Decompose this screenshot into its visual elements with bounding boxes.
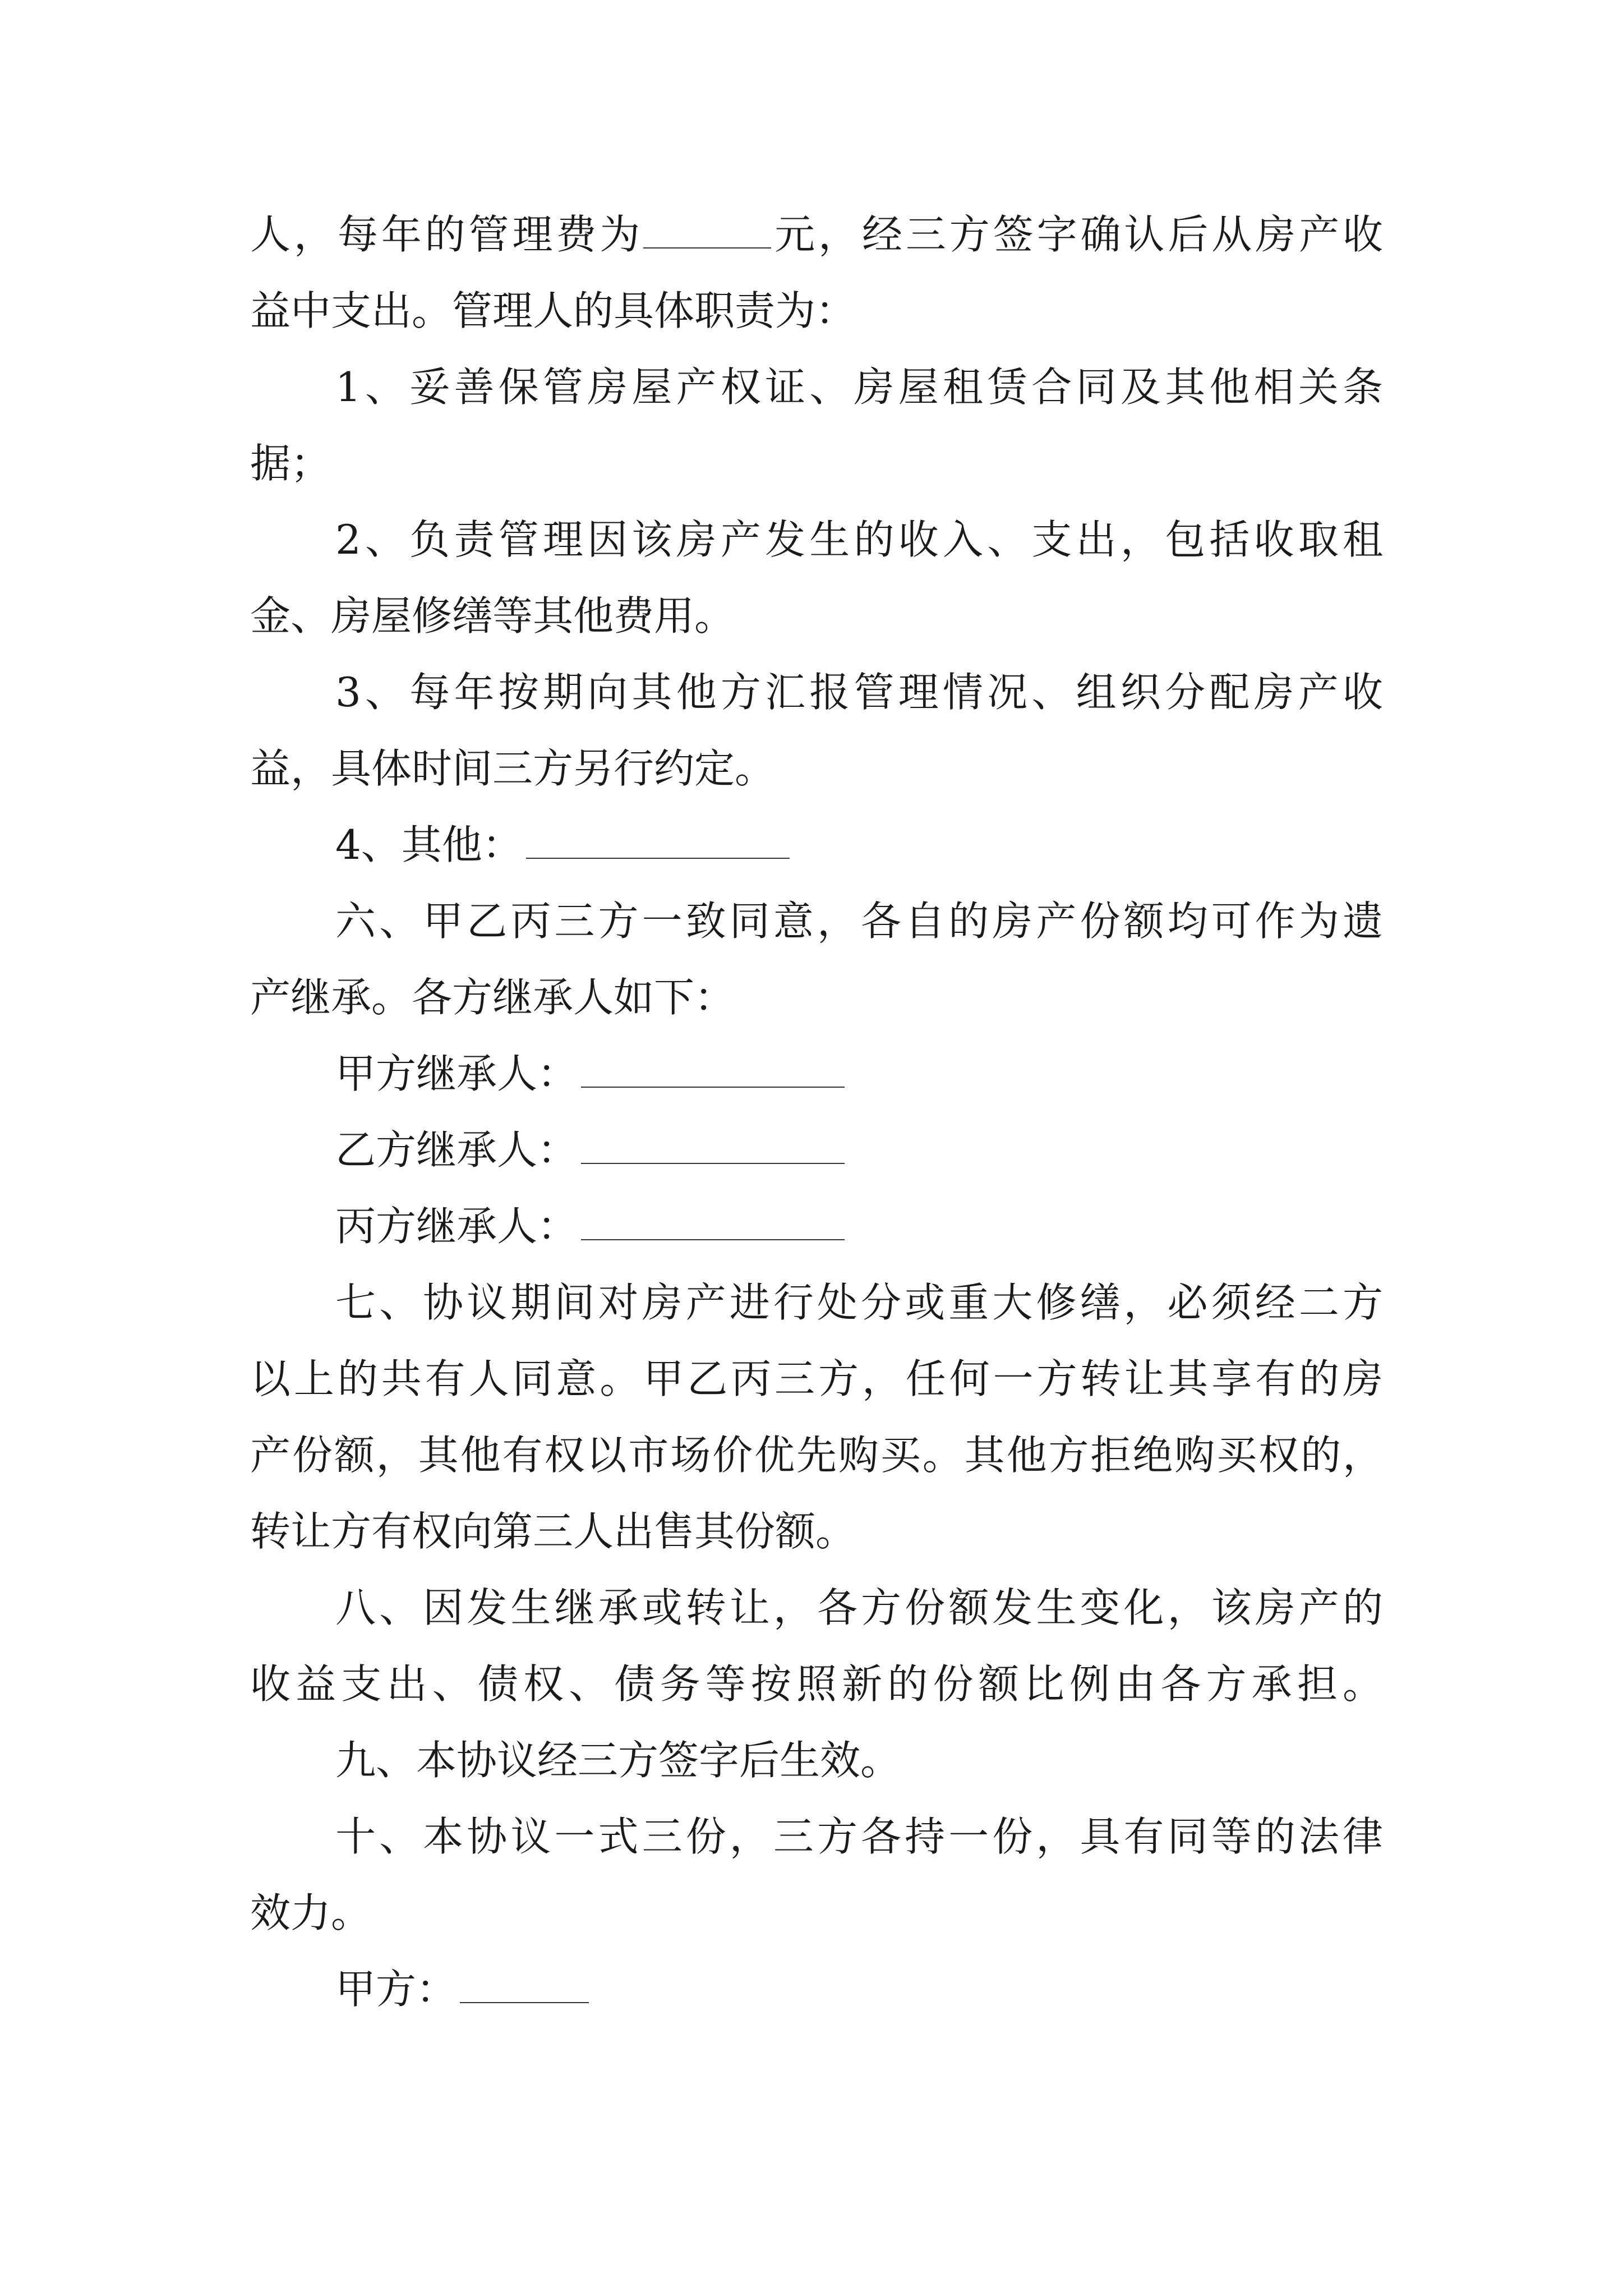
paragraph-line <box>250 206 1383 263</box>
paragraph-line <box>335 1198 845 1254</box>
party-a-signature-blank <box>460 1970 589 2003</box>
paragraph-line <box>335 817 790 873</box>
paragraph-line: 以上的共有人同意。甲乙丙三方，任何一方转让其享有的房 <box>250 1355 1383 1402</box>
paragraph-line: 产份额，其他有权以市场价优先购买。其他方拒绝购买权的， <box>250 1432 1383 1479</box>
paragraph-line: 九、本协议经三方签字后生效。 <box>335 1737 901 1784</box>
text-run: 甲方： <box>335 1966 457 2013</box>
text-run: 人，每年的管理费为 <box>250 211 644 258</box>
paragraph-line: 七、协议期间对房产进行处分或重大修缮，必须经二方 <box>335 1279 1383 1326</box>
text-run: 元，经三方签字确认后从房产收 <box>771 211 1383 258</box>
paragraph-line: 益，具体时间三方另行约定。 <box>250 745 776 792</box>
paragraph-line: 益中支出。管理人的具体职责为： <box>250 287 856 334</box>
paragraph-line <box>335 1046 845 1102</box>
paragraph-line: 效力。 <box>250 1889 372 1936</box>
heir-b-blank <box>581 1130 845 1164</box>
text-run: 甲方继承人： <box>335 1050 578 1097</box>
heir-a-blank <box>581 1054 845 1088</box>
paragraph-line: 八、因发生继承或转让，各方份额发生变化，该房产的 <box>335 1584 1383 1631</box>
paragraph-line: 六、甲乙丙三方一致同意，各自的房产份额均可作为遗 <box>335 898 1383 945</box>
paragraph-line: 3、每年按期向其他方汇报管理情况、组织分配房产收 <box>335 669 1383 716</box>
paragraph-line: 产继承。各方继承人如下： <box>250 974 735 1021</box>
paragraph-line: 金、房屋修缮等其他费用。 <box>250 592 735 639</box>
text-run: 乙方继承人： <box>335 1126 578 1174</box>
paragraph-line: 1、妥善保管房屋产权证、房屋租赁合同及其他相关条 <box>335 364 1383 411</box>
heir-c-blank <box>581 1207 845 1240</box>
fee-blank <box>643 215 771 249</box>
paragraph-line: 转让方有权向第三人出售其份额。 <box>250 1508 856 1555</box>
paragraph-line <box>335 1122 845 1178</box>
paragraph-line: 十、本协议一式三份，三方各持一份，具有同等的法律 <box>335 1813 1383 1860</box>
paragraph-line: 据； <box>250 440 331 487</box>
text-run: 丙方继承人： <box>335 1203 578 1250</box>
other-blank <box>526 825 790 859</box>
paragraph-line: 收益支出、债权、债务等按照新的份额比例由各方承担。 <box>250 1660 1383 1708</box>
text-run: 4、其他： <box>335 821 523 868</box>
paragraph-line <box>335 1961 589 2017</box>
paragraph-line: 2、负责管理因该房产发生的收入、支出，包括收取租 <box>335 516 1383 563</box>
